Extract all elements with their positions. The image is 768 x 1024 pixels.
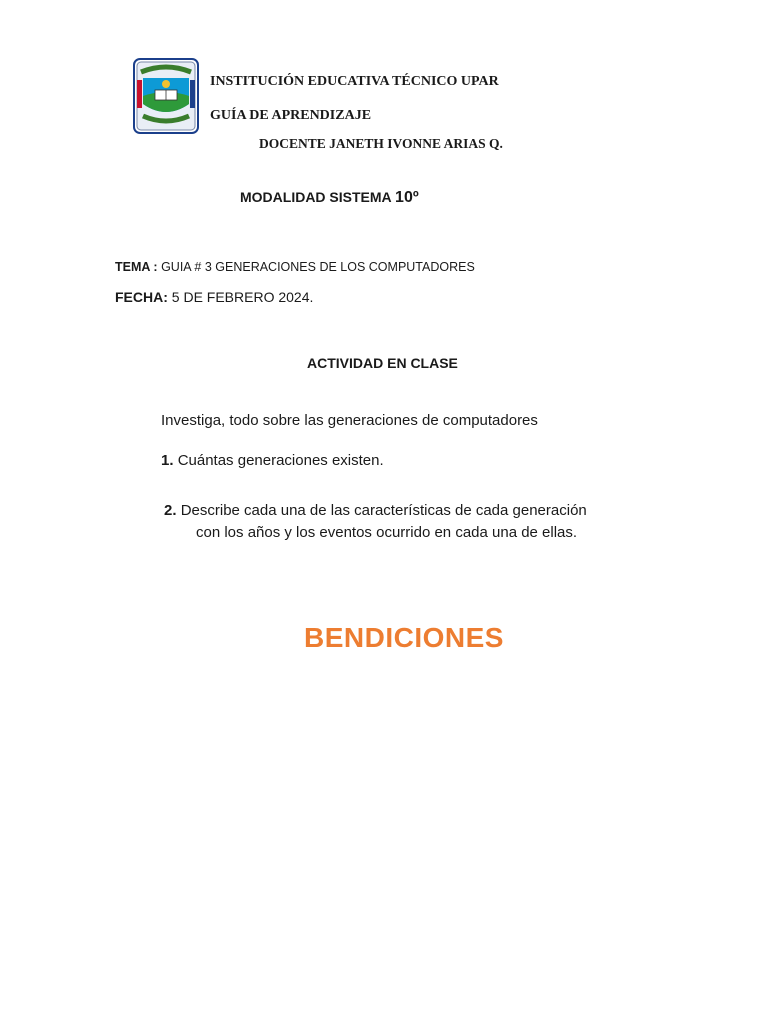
modalidad-label: MODALIDAD SISTEMA [240, 189, 392, 205]
modalidad-heading [240, 189, 419, 207]
question-2-text-line1: Describe cada una de las características de cada generación [180, 502, 587, 519]
tema-label: TEMA : [115, 260, 158, 274]
fecha-line [115, 289, 313, 305]
question-2-number: 2. [164, 502, 177, 519]
activity-intro: Investiga, todo sobre las generaciones de computadores [161, 412, 538, 429]
school-logo [133, 58, 199, 134]
fecha-label: FECHA: [115, 289, 168, 305]
question-1-text: Cuántas generaciones existen. [177, 452, 384, 469]
institution-title: INSTITUCIÓN EDUCATIVA TÉCNICO UPAR [210, 74, 499, 89]
activity-title: ACTIVIDAD EN CLASE [307, 355, 458, 371]
modalidad-grade: 10º [395, 189, 419, 206]
question-2-text-line2: con los años y los eventos ocurrido en cada una de ellas. [196, 524, 578, 541]
tema-line [115, 260, 475, 274]
question-1-number: 1. [161, 452, 174, 469]
teacher-name: DOCENTE JANETH IVONNE ARIAS Q. [259, 136, 503, 151]
fecha-value: 5 DE FEBRERO 2024. [171, 289, 314, 305]
tema-value: GUIA # 3 GENERACIONES DE LOS COMPUTADORES [161, 260, 475, 274]
closing-blessing: BENDICIONES [304, 622, 504, 653]
question-1 [161, 452, 384, 469]
guide-title: GUÍA DE APRENDIZAJE [210, 108, 372, 123]
question-2 [164, 500, 664, 544]
